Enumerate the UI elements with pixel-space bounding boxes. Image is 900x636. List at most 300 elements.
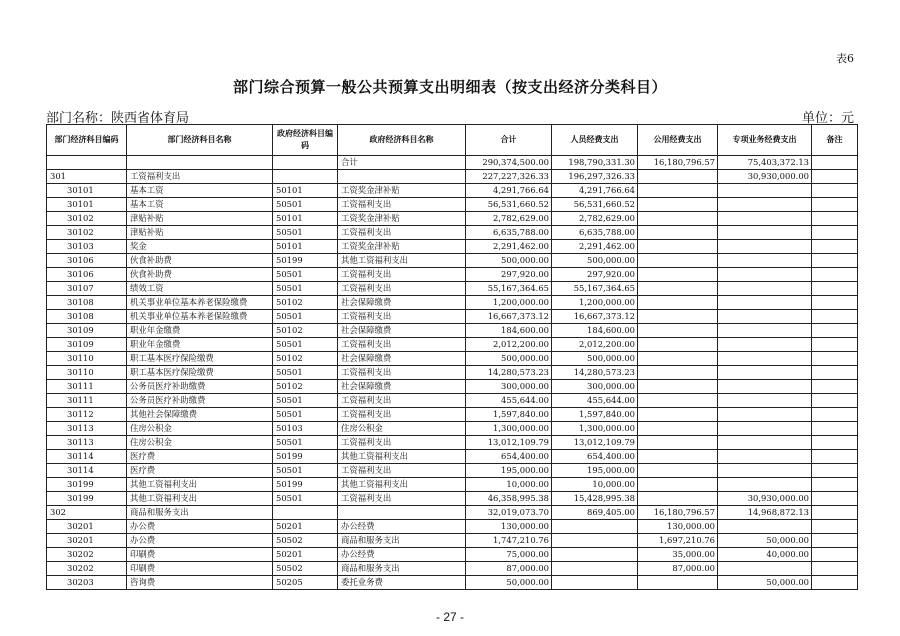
cell-total: 13,012,109.79 [466, 436, 552, 450]
cell-gov-name: 工资福利支出 [338, 282, 466, 296]
cell-dept-name: 机关事业单位基本养老保险缴费 [127, 310, 273, 324]
cell-dept-name: 住房公积金 [127, 436, 273, 450]
cell-personnel: 195,000.00 [552, 464, 638, 478]
cell-total: 50,000.00 [466, 576, 552, 590]
cell-personnel: 297,920.00 [552, 268, 638, 282]
cell-gov-code: 50102 [273, 380, 338, 394]
cell-gov-name [338, 170, 466, 184]
cell-personnel: 2,012,200.00 [552, 338, 638, 352]
cell-public [638, 436, 718, 450]
cell-total: 16,667,373.12 [466, 310, 552, 324]
table-row [47, 464, 858, 478]
cell-dept-name: 机关事业单位基本养老保险缴费 [127, 296, 273, 310]
cell-public [638, 478, 718, 492]
cell-special [718, 240, 812, 254]
cell-note [812, 408, 858, 422]
cell-dept-code: 30108 [47, 296, 127, 310]
cell-public [638, 408, 718, 422]
table-row [47, 562, 858, 576]
cell-total: 500,000.00 [466, 254, 552, 268]
cell-total: 87,000.00 [466, 562, 552, 576]
cell-personnel: 55,167,364.65 [552, 282, 638, 296]
cell-gov-code: 50201 [273, 548, 338, 562]
cell-note [812, 492, 858, 506]
cell-dept-code: 30109 [47, 324, 127, 338]
cell-dept-name: 医疗费 [127, 464, 273, 478]
cell-gov-name: 办公经费 [338, 520, 466, 534]
cell-special [718, 408, 812, 422]
cell-gov-name [338, 506, 466, 520]
header-dept-code: 部门经济科目编码 [47, 125, 127, 156]
cell-dept-code: 30202 [47, 562, 127, 576]
cell-gov-name: 社会保障缴费 [338, 352, 466, 366]
cell-gov-code: 50501 [273, 408, 338, 422]
cell-total: 1,200,000.00 [466, 296, 552, 310]
cell-special [718, 226, 812, 240]
cell-personnel: 10,000.00 [552, 478, 638, 492]
cell-personnel: 6,635,788.00 [552, 226, 638, 240]
table-row [47, 408, 858, 422]
cell-dept-code: 30102 [47, 212, 127, 226]
cell-gov-code: 50199 [273, 254, 338, 268]
cell-gov-code: 50501 [273, 310, 338, 324]
cell-gov-code: 50501 [273, 198, 338, 212]
cell-gov-name: 委托业务费 [338, 576, 466, 590]
cell-personnel: 16,667,373.12 [552, 310, 638, 324]
cell-public [638, 324, 718, 338]
cell-total: 10,000.00 [466, 478, 552, 492]
cell-public [638, 268, 718, 282]
cell-dept-name: 其他工资福利支出 [127, 478, 273, 492]
cell-special [718, 520, 812, 534]
table-row [47, 492, 858, 506]
table-row [47, 310, 858, 324]
cell-gov-code: 50102 [273, 296, 338, 310]
cell-personnel: 196,297,326.33 [552, 170, 638, 184]
cell-gov-code: 50102 [273, 324, 338, 338]
cell-public [638, 492, 718, 506]
cell-total: 290,374,500.00 [466, 156, 552, 170]
cell-dept-name: 基本工资 [127, 184, 273, 198]
page-title: 部门综合预算一般公共预算支出明细表（按支出经济分类科目） [232, 78, 667, 96]
table-row [47, 296, 858, 310]
cell-total: 1,597,840.00 [466, 408, 552, 422]
cell-gov-name: 合计 [338, 156, 466, 170]
cell-personnel: 56,531,660.52 [552, 198, 638, 212]
cell-note [812, 436, 858, 450]
cell-dept-name: 伙食补助费 [127, 254, 273, 268]
cell-dept-name: 办公费 [127, 520, 273, 534]
table-row [47, 324, 858, 338]
cell-special [718, 254, 812, 268]
cell-special [718, 436, 812, 450]
cell-dept-code: 30108 [47, 310, 127, 324]
cell-special [718, 380, 812, 394]
cell-special: 75,403,372.13 [718, 156, 812, 170]
cell-gov-name: 工资福利支出 [338, 464, 466, 478]
cell-note [812, 562, 858, 576]
table-row [47, 478, 858, 492]
cell-gov-name: 工资福利支出 [338, 268, 466, 282]
cell-gov-code: 50199 [273, 450, 338, 464]
table-row [47, 254, 858, 268]
cell-personnel: 184,600.00 [552, 324, 638, 338]
cell-personnel [552, 534, 638, 548]
header-total: 合计 [466, 125, 552, 156]
table-row [47, 366, 858, 380]
cell-gov-code: 50205 [273, 576, 338, 590]
cell-public [638, 184, 718, 198]
cell-gov-name: 工资福利支出 [338, 198, 466, 212]
cell-total: 56,531,660.52 [466, 198, 552, 212]
cell-note [812, 198, 858, 212]
cell-dept-code [47, 156, 127, 170]
cell-gov-name: 工资福利支出 [338, 338, 466, 352]
cell-dept-code: 301 [47, 170, 127, 184]
cell-special: 40,000.00 [718, 548, 812, 562]
cell-special [718, 296, 812, 310]
cell-dept-code: 30107 [47, 282, 127, 296]
cell-note [812, 254, 858, 268]
cell-public [638, 422, 718, 436]
cell-dept-code: 30103 [47, 240, 127, 254]
cell-note [812, 296, 858, 310]
cell-total: 300,000.00 [466, 380, 552, 394]
cell-total: 2,782,629.00 [466, 212, 552, 226]
cell-gov-name: 工资福利支出 [338, 492, 466, 506]
cell-public [638, 296, 718, 310]
cell-note [812, 576, 858, 590]
cell-personnel [552, 548, 638, 562]
cell-personnel: 15,428,995.38 [552, 492, 638, 506]
cell-special: 30,930,000.00 [718, 492, 812, 506]
table-body [47, 156, 858, 590]
cell-note [812, 478, 858, 492]
cell-total: 654,400.00 [466, 450, 552, 464]
cell-special: 30,930,000.00 [718, 170, 812, 184]
header-special: 专项业务经费支出 [718, 125, 812, 156]
cell-total: 297,920.00 [466, 268, 552, 282]
cell-personnel [552, 520, 638, 534]
cell-note [812, 212, 858, 226]
cell-public: 87,000.00 [638, 562, 718, 576]
table-row [47, 380, 858, 394]
cell-special [718, 394, 812, 408]
cell-dept-name: 印刷费 [127, 548, 273, 562]
cell-special [718, 478, 812, 492]
cell-gov-code: 50501 [273, 492, 338, 506]
cell-gov-name: 工资福利支出 [338, 436, 466, 450]
table-row [47, 212, 858, 226]
cell-gov-code: 50502 [273, 534, 338, 548]
table-row [47, 184, 858, 198]
cell-dept-code: 30113 [47, 436, 127, 450]
cell-gov-name: 住房公积金 [338, 422, 466, 436]
cell-dept-code: 30201 [47, 534, 127, 548]
cell-dept-code: 30101 [47, 184, 127, 198]
table-row [47, 506, 858, 520]
header-gov-code: 政府经济科目编码 [273, 125, 338, 156]
cell-note [812, 450, 858, 464]
cell-special [718, 338, 812, 352]
cell-note [812, 282, 858, 296]
cell-special [718, 184, 812, 198]
cell-note [812, 268, 858, 282]
cell-public [638, 576, 718, 590]
cell-gov-name: 工资福利支出 [338, 366, 466, 380]
cell-personnel: 13,012,109.79 [552, 436, 638, 450]
cell-total: 75,000.00 [466, 548, 552, 562]
cell-gov-code: 50101 [273, 212, 338, 226]
cell-gov-code [273, 506, 338, 520]
cell-public [638, 226, 718, 240]
cell-gov-name: 工资奖金津补贴 [338, 212, 466, 226]
cell-personnel: 2,291,462.00 [552, 240, 638, 254]
cell-personnel: 1,597,840.00 [552, 408, 638, 422]
cell-public [638, 170, 718, 184]
cell-gov-code: 50501 [273, 338, 338, 352]
department-name: 部门名称：陕西省体育局 [46, 111, 190, 126]
cell-personnel: 2,782,629.00 [552, 212, 638, 226]
cell-gov-code: 50502 [273, 562, 338, 576]
table-row [47, 268, 858, 282]
cell-gov-name: 商品和服务支出 [338, 562, 466, 576]
cell-gov-code [273, 156, 338, 170]
cell-dept-code: 30106 [47, 268, 127, 282]
cell-gov-name: 其他工资福利支出 [338, 450, 466, 464]
cell-gov-name: 商品和服务支出 [338, 534, 466, 548]
cell-note [812, 226, 858, 240]
cell-special [718, 464, 812, 478]
cell-total: 130,000.00 [466, 520, 552, 534]
cell-special [718, 352, 812, 366]
cell-gov-code: 50102 [273, 352, 338, 366]
cell-gov-code: 50501 [273, 226, 338, 240]
cell-dept-name: 住房公积金 [127, 422, 273, 436]
cell-gov-name: 工资奖金津补贴 [338, 184, 466, 198]
cell-personnel: 1,200,000.00 [552, 296, 638, 310]
cell-dept-code: 302 [47, 506, 127, 520]
cell-dept-name: 津贴补贴 [127, 226, 273, 240]
table-row [47, 576, 858, 590]
cell-gov-code: 50103 [273, 422, 338, 436]
header-personnel: 人员经费支出 [552, 125, 638, 156]
cell-gov-name: 工资福利支出 [338, 226, 466, 240]
cell-public: 1,697,210.76 [638, 534, 718, 548]
cell-personnel: 500,000.00 [552, 254, 638, 268]
table-row [47, 282, 858, 296]
table-row [47, 352, 858, 366]
cell-dept-name: 其他社会保障缴费 [127, 408, 273, 422]
cell-personnel [552, 576, 638, 590]
cell-dept-code: 30102 [47, 226, 127, 240]
cell-dept-code: 30112 [47, 408, 127, 422]
cell-note [812, 156, 858, 170]
cell-dept-name: 基本工资 [127, 198, 273, 212]
cell-dept-name: 其他工资福利支出 [127, 492, 273, 506]
cell-total: 500,000.00 [466, 352, 552, 366]
cell-total: 55,167,364.65 [466, 282, 552, 296]
cell-special [718, 366, 812, 380]
cell-note [812, 548, 858, 562]
cell-special [718, 282, 812, 296]
cell-special [718, 562, 812, 576]
cell-gov-code: 50201 [273, 520, 338, 534]
cell-total: 32,019,073.70 [466, 506, 552, 520]
cell-public [638, 310, 718, 324]
cell-dept-code: 30101 [47, 198, 127, 212]
cell-gov-name: 工资福利支出 [338, 310, 466, 324]
cell-gov-name: 工资福利支出 [338, 394, 466, 408]
cell-public [638, 212, 718, 226]
cell-dept-name: 职业年金缴费 [127, 324, 273, 338]
table-row [47, 394, 858, 408]
cell-gov-code [273, 170, 338, 184]
table-row [47, 170, 858, 184]
cell-personnel: 654,400.00 [552, 450, 638, 464]
table-row [47, 198, 858, 212]
budget-table [46, 124, 858, 590]
cell-dept-name: 商品和服务支出 [127, 506, 273, 520]
cell-personnel: 455,644.00 [552, 394, 638, 408]
cell-note [812, 506, 858, 520]
cell-dept-name: 职工基本医疗保险缴费 [127, 352, 273, 366]
cell-note [812, 534, 858, 548]
cell-public [638, 366, 718, 380]
cell-note [812, 520, 858, 534]
cell-note [812, 324, 858, 338]
cell-dept-name: 公务员医疗补助缴费 [127, 380, 273, 394]
cell-note [812, 352, 858, 366]
table-row [47, 450, 858, 464]
cell-dept-code: 30114 [47, 464, 127, 478]
cell-public [638, 240, 718, 254]
cell-total: 46,358,995.38 [466, 492, 552, 506]
cell-gov-name: 社会保障缴费 [338, 324, 466, 338]
cell-total: 1,747,210.76 [466, 534, 552, 548]
table-row [47, 156, 858, 170]
cell-public [638, 380, 718, 394]
cell-public [638, 198, 718, 212]
table-row [47, 436, 858, 450]
cell-note [812, 394, 858, 408]
cell-dept-code: 30113 [47, 422, 127, 436]
table-number: 表6 [836, 52, 854, 65]
cell-dept-code: 30111 [47, 394, 127, 408]
cell-note [812, 338, 858, 352]
cell-dept-code: 30109 [47, 338, 127, 352]
cell-dept-name: 津贴补贴 [127, 212, 273, 226]
cell-public: 16,180,796.57 [638, 156, 718, 170]
table-row [47, 534, 858, 548]
cell-special: 50,000.00 [718, 576, 812, 590]
cell-gov-name: 其他工资福利支出 [338, 478, 466, 492]
cell-total: 184,600.00 [466, 324, 552, 338]
cell-dept-name: 职工基本医疗保险缴费 [127, 366, 273, 380]
cell-dept-code: 30201 [47, 520, 127, 534]
cell-personnel: 500,000.00 [552, 352, 638, 366]
cell-total: 6,635,788.00 [466, 226, 552, 240]
cell-note [812, 422, 858, 436]
cell-dept-name: 工资福利支出 [127, 170, 273, 184]
cell-dept-code: 30110 [47, 352, 127, 366]
cell-special [718, 422, 812, 436]
cell-public [638, 464, 718, 478]
cell-public [638, 394, 718, 408]
cell-special: 50,000.00 [718, 534, 812, 548]
cell-dept-code: 30111 [47, 380, 127, 394]
cell-dept-name: 绩效工资 [127, 282, 273, 296]
cell-dept-code: 30106 [47, 254, 127, 268]
cell-note [812, 310, 858, 324]
cell-personnel: 300,000.00 [552, 380, 638, 394]
table-header-row [47, 125, 858, 156]
cell-dept-code: 30110 [47, 366, 127, 380]
cell-gov-name: 工资福利支出 [338, 408, 466, 422]
cell-special [718, 324, 812, 338]
header-gov-name: 政府经济科目名称 [338, 125, 466, 156]
cell-note [812, 464, 858, 478]
table-row [47, 240, 858, 254]
cell-gov-code: 50501 [273, 366, 338, 380]
cell-public [638, 338, 718, 352]
cell-dept-name: 职业年金缴费 [127, 338, 273, 352]
cell-gov-code: 50101 [273, 240, 338, 254]
cell-personnel: 1,300,000.00 [552, 422, 638, 436]
unit-label: 单位：元 [801, 111, 854, 126]
cell-total: 2,012,200.00 [466, 338, 552, 352]
cell-special: 14,968,872.13 [718, 506, 812, 520]
cell-public: 16,180,796.57 [638, 506, 718, 520]
cell-dept-name: 办公费 [127, 534, 273, 548]
cell-total: 2,291,462.00 [466, 240, 552, 254]
cell-note [812, 184, 858, 198]
cell-dept-code: 30199 [47, 478, 127, 492]
cell-dept-name: 伙食补助费 [127, 268, 273, 282]
header-note: 备注 [812, 125, 858, 156]
cell-public [638, 254, 718, 268]
cell-total: 195,000.00 [466, 464, 552, 478]
cell-note [812, 380, 858, 394]
cell-dept-name: 印刷费 [127, 562, 273, 576]
cell-personnel [552, 562, 638, 576]
header-public: 公用经费支出 [638, 125, 718, 156]
cell-public [638, 282, 718, 296]
cell-personnel: 198,790,331.30 [552, 156, 638, 170]
cell-gov-code: 50501 [273, 268, 338, 282]
cell-personnel: 869,405.00 [552, 506, 638, 520]
cell-gov-name: 其他工资福利支出 [338, 254, 466, 268]
cell-gov-name: 社会保障缴费 [338, 296, 466, 310]
cell-public [638, 352, 718, 366]
cell-special [718, 268, 812, 282]
cell-note [812, 240, 858, 254]
cell-dept-name: 医疗费 [127, 450, 273, 464]
cell-gov-code: 50101 [273, 184, 338, 198]
cell-dept-name: 咨询费 [127, 576, 273, 590]
cell-total: 14,280,573.23 [466, 366, 552, 380]
cell-public [638, 450, 718, 464]
page-number: - 27 - [435, 610, 464, 624]
header-dept-name: 部门经济科目名称 [127, 125, 273, 156]
cell-note [812, 170, 858, 184]
cell-personnel: 4,291,766.64 [552, 184, 638, 198]
cell-dept-code: 30202 [47, 548, 127, 562]
cell-dept-name: 奖金 [127, 240, 273, 254]
cell-special [718, 212, 812, 226]
cell-dept-code: 30114 [47, 450, 127, 464]
cell-gov-code: 50501 [273, 394, 338, 408]
